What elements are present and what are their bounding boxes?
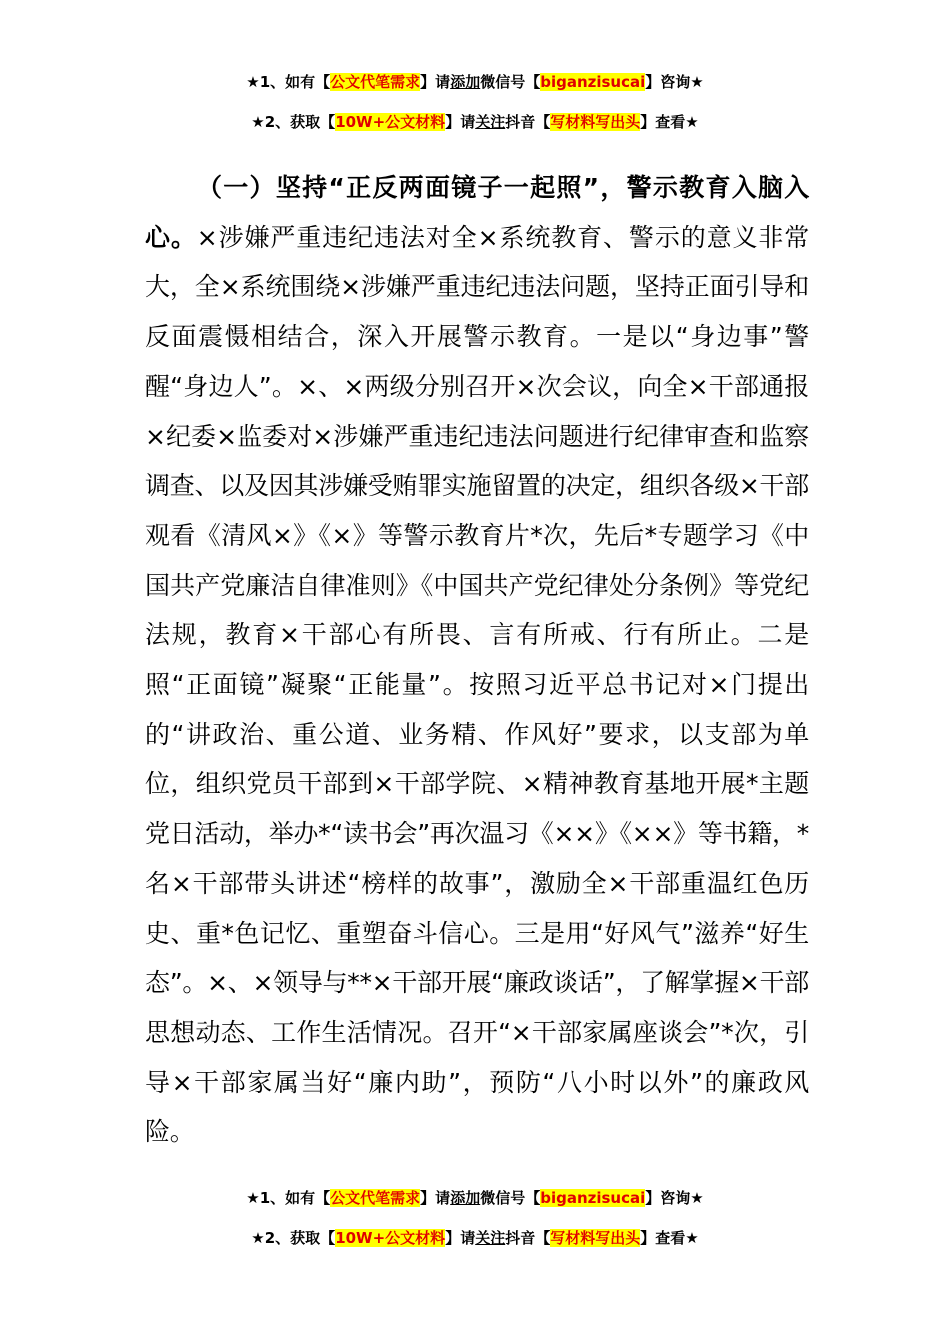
- banner-text: 抖音【: [505, 1229, 551, 1247]
- banner-text: 】查看★: [640, 1229, 699, 1247]
- banner-text: 抖音【: [505, 113, 551, 131]
- paragraph-body: ×涉嫌严重违纪违法对全×系统教育、警示的意义非常大，全×系统围绕×涉嫌严重违纪违法问题，坚持正面引导和反面震慑相结合，深入开展警示教育。一是以“身边事”警醒“身边人”。×、×两级分别召开×次会议，向全×干部通报×纪委×监委对×涉嫌严重违纪违法问题进行纪律审查和监察调查、以及因其涉嫌受贿罪实施留置的决定，组织各级×干部观看《清风×》《×》等警示教育片*次，先后*专题学习《中国共产党廉洁自律准则》《中国共产党纪律处分条例》等党纪法规，教育×干部心有所畏、言有所戒、行有所止。二是照“正面镜”凝聚“正能量”。按照习近平总书记对×门提出的“讲政治、重公道、业务精、作风好”要求，以支部为单位，组织党员干部到×干部学院、×精神教育基地开展*主题党日活动，举办*“读书会”再次温习《××》《××》等书籍，*名×干部带头讲述“榜样的故事”，激励全×干部重温红色历史、重*色记忆、重塑奋斗信心。三是用“好风气”滋养“好生态”。×、×领导与**×干部开展“廉政谈话”，了解掌握×干部思想动态、工作生活情况。召开“×干部家属座谈会”*次，引导×干部家属当好“廉内助”，预防“八小时以外”的廉政风险。: [145, 222, 809, 1147]
- banner-text: ★1、如有【: [246, 73, 331, 91]
- underlined-text: 添加: [450, 73, 481, 91]
- douyin-id-highlight: 写材料写出头: [550, 113, 641, 131]
- banner-text: 】请: [445, 1229, 476, 1247]
- banner-text: ★2、获取【: [251, 113, 336, 131]
- highlight-text: 10W+公文材料: [335, 1229, 446, 1247]
- footer-banner-line-1: [0, 1187, 950, 1209]
- banner-text: 微信号【: [480, 73, 541, 91]
- highlight-text: 公文代笔需求: [330, 1189, 421, 1207]
- banner-text: 】请: [445, 113, 476, 131]
- banner-text: 】查看★: [640, 113, 699, 131]
- underlined-text: 关注: [475, 113, 506, 131]
- banner-text: ★2、获取【: [251, 1229, 336, 1247]
- banner-text: 】咨询★: [645, 1189, 704, 1207]
- banner-text: 】请: [420, 1189, 451, 1207]
- douyin-id-highlight: 写材料写出头: [550, 1229, 641, 1247]
- footer-banner-line-2: [0, 1227, 950, 1249]
- underlined-text: 添加: [450, 1189, 481, 1207]
- wechat-id-highlight: biganzisucai: [540, 73, 646, 91]
- section-heading: （一）坚持“正反两面镜子一起照”，警示教育入脑入心。: [145, 173, 809, 252]
- underlined-text: 关注: [475, 1229, 506, 1247]
- highlight-text: 公文代笔需求: [330, 73, 421, 91]
- banner-text: 】咨询★: [645, 73, 704, 91]
- header-banner-line-2: [0, 111, 950, 133]
- highlight-text: 10W+公文材料: [335, 113, 446, 131]
- header-banner-line-1: [0, 71, 950, 93]
- banner-text: 】请: [420, 73, 451, 91]
- wechat-id-highlight: biganzisucai: [540, 1189, 646, 1207]
- banner-text: ★1、如有【: [246, 1189, 331, 1207]
- banner-text: 微信号【: [480, 1189, 541, 1207]
- article-paragraph: [145, 163, 809, 1157]
